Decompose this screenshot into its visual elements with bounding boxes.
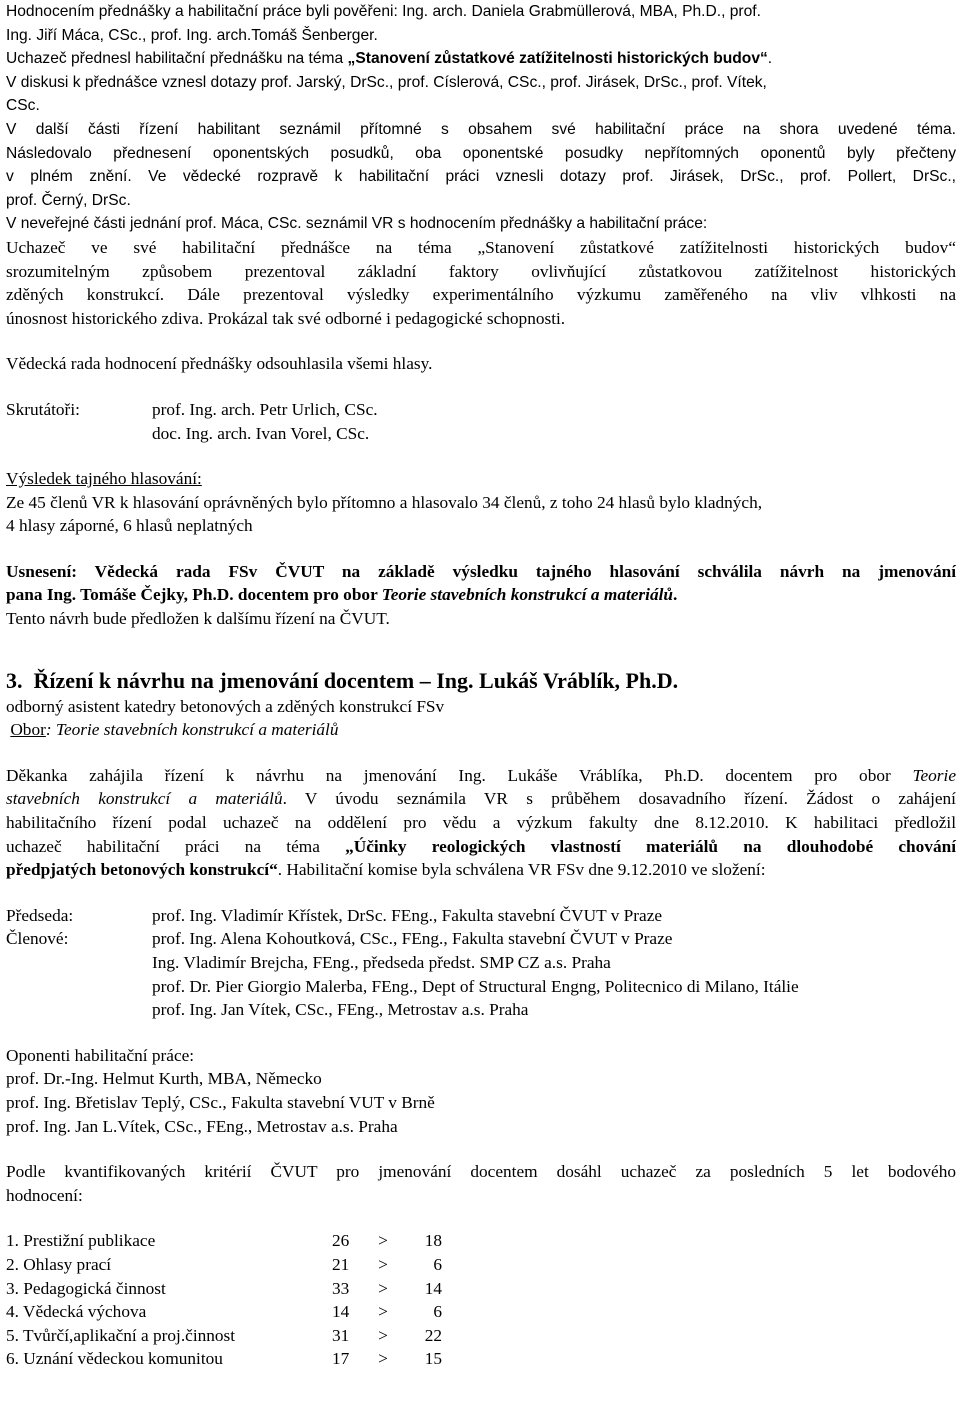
intro-line: V diskusi k přednášce vznesl dotazy prof. Jarský, DrSc., prof. Císlerová, CSc., prof. Jirásek, DrSc., prof. Vítek, <box>6 73 767 91</box>
thesis-title: „Účinky reologických vlastností materiálů na dlouhodobé chování <box>345 836 957 856</box>
intro-line: Hodnocením přednášky a habilitační práce byli pověřeni: Ing. arch. Daniela Grabmüllerová, MBA, Ph.D., prof. <box>6 3 761 20</box>
intro-text: Uchazeč přednesl habilitační přednášku na téma <box>6 50 348 68</box>
members-label: Členové: <box>6 929 69 949</box>
intro-block <box>6 0 956 236</box>
vote-block <box>6 467 956 538</box>
field-value: : Teorie stavebních konstrukcí a materiálů <box>45 720 339 740</box>
candidate-position: odborný asistent katedry betonových a zděných konstrukcí FSv <box>6 696 445 716</box>
vote-line: 4 hlasy záporné, 6 hlasů neplatných <box>6 516 253 536</box>
criterion-sign: > <box>378 1278 388 1298</box>
intro-line: CSc. <box>6 97 40 115</box>
tellers-block <box>6 398 956 445</box>
committee-member: prof. Dr. Pier Giorgio Malerba, FEng., Dept of Structural Engng, Politecnico di Milano, Itálie <box>152 976 799 996</box>
committee-member: Ing. Vladimír Brejcha, FEng., předseda předst. SMP CZ a.s. Praha <box>152 953 611 972</box>
procedure-line <box>6 787 956 811</box>
criteria-row <box>6 1324 956 1348</box>
section-title: Řízení k návrhu na jmenování docentem – Ing. Lukáš Vráblík, Ph.D. <box>33 667 679 693</box>
evaluation-line: srozumitelným způsobem prezentoval základní faktory ovlivňující zůstatkovou zatížitelnost historických <box>6 261 956 281</box>
criterion-sign: > <box>378 1349 388 1369</box>
procedure-line <box>6 764 956 788</box>
opponents-label: Oponenti habilitační práce: <box>6 1045 195 1065</box>
committee-block <box>6 904 956 1022</box>
candidate-field <box>6 718 956 742</box>
evaluation-line: Uchazeč ve své habilitační přednášce na téma „Stanovení zůstatkové zatížitelnosti historických budov“ <box>6 237 956 257</box>
criterion-name: 1. Prestižní publikace <box>6 1231 156 1251</box>
resolution-text: . <box>673 585 678 605</box>
criteria-row <box>6 1253 956 1277</box>
criterion-threshold: 15 <box>424 1349 442 1369</box>
criterion-name: 4. Vědecká výchova <box>6 1302 147 1322</box>
committee-member: prof. Ing. Vladimír Křístek, DrSc. FEng., Fakulta stavební ČVUT v Praze <box>152 905 663 925</box>
criterion-name: 6. Uznání vědeckou komunitou <box>6 1349 223 1369</box>
intro-text: . <box>767 50 773 68</box>
evaluation-line: zděných konstrukcí. Dále prezentoval výsledky experimentálního výzkumu zaměřeného na vliv vlhkosti na <box>6 285 956 305</box>
committee-member: prof. Ing. Alena Kohoutková, CSc., FEng., Fakulta stavební ČVUT v Praze <box>152 929 673 949</box>
criterion-score: 31 <box>332 1325 350 1345</box>
opponent: prof. Dr.-Ing. Helmut Kurth, MBA, Německo <box>6 1069 322 1089</box>
evaluation-line: únosnost historického zdiva. Prokázal tak své odborné i pedagogické schopnosti. <box>6 308 566 328</box>
field-label: Obor <box>10 720 46 740</box>
criterion-threshold: 14 <box>424 1278 442 1298</box>
criteria-intro-line: Podle kvantifikovaných kritérií ČVUT pro jmenování docentem dosáhl uchazeč za posledních 5 let bodového <box>6 1162 956 1182</box>
criterion-name: 5. Tvůrčí,aplikační a proj.činnost <box>6 1325 236 1345</box>
criterion-threshold: 6 <box>433 1254 442 1274</box>
criterion-sign: > <box>378 1254 388 1274</box>
intro-line: Ing. Jiří Máca, CSc., prof. Ing. arch.Tomáš Šenberger. <box>6 26 378 44</box>
intro-line <box>6 47 956 71</box>
criterion-threshold: 6 <box>433 1302 442 1322</box>
criteria-intro <box>6 1160 956 1207</box>
evaluation-paragraph <box>6 236 956 330</box>
criteria-row <box>6 1277 956 1301</box>
criteria-row <box>6 1347 956 1371</box>
document-page <box>6 0 956 1371</box>
procedure-line: habilitačního řízení podal uchazeč na oddělení pro vědu a výzkum fakulty dne 8.12.2010. K habilitaci předložil <box>6 813 956 833</box>
opponent: prof. Ing. Jan L.Vítek, CSc., FEng., Metrostav a.s. Praha <box>6 1116 398 1136</box>
resolution-line: Usnesení: Vědecká rada FSv ČVUT na základě výsledku tajného hlasování schválila návrh na jmenování <box>6 561 956 581</box>
criterion-threshold: 18 <box>424 1231 442 1251</box>
procedure-text: uchazeč habilitační práci na téma <box>6 836 346 856</box>
criterion-threshold: 22 <box>424 1325 442 1345</box>
intro-line: Následovalo přednesení oponentských posudků, oba oponentské posudky nepřítomných oponentů byly přečteny <box>6 144 956 162</box>
criterion-score: 33 <box>332 1278 350 1298</box>
intro-line: prof. Černý, DrSc. <box>6 191 131 209</box>
intro-line: v plném znění. Ve vědecké rozpravě k habilitační práci vznesli dotazy prof. Jirásek, DrSc., prof. Pollert, DrSc., <box>6 168 956 186</box>
opponents-block <box>6 1044 956 1138</box>
opponent: prof. Ing. Břetislav Teplý, CSc., Fakulta stavební VUT v Brně <box>6 1092 435 1112</box>
criteria-intro-line: hodnocení: <box>6 1185 83 1205</box>
section-number: 3. <box>6 667 23 693</box>
resolution-block <box>6 560 956 631</box>
criterion-score: 26 <box>332 1231 350 1251</box>
intro-line: V neveřejné části jednání prof. Máca, CSc. seznámil VR s hodnocením přednášky a habilitační práce: <box>6 215 708 233</box>
procedure-line <box>6 835 956 859</box>
procedure-text: . V úvodu seznámila VR s průběhem dosavadního řízení. Žádost o zahájení <box>282 789 956 809</box>
committee-member: prof. Ing. Jan Vítek, CSc., FEng., Metrostav a.s. Praha <box>152 1000 529 1020</box>
criterion-name: 2. Ohlasy prací <box>6 1254 112 1274</box>
intro-line: V další části řízení habilitant seznámil přítomné s obsahem své habilitační práce na shora uvedené téma. <box>6 120 956 138</box>
council-approval: Vědecká rada hodnocení přednášky odsouhlasila všemi hlasy. <box>6 354 433 374</box>
criteria-row <box>6 1300 956 1324</box>
criteria-list <box>6 1229 956 1371</box>
vote-line: Ze 45 členů VR k hlasování oprávněných bylo přítomno a hlasovalo 34 členů, z toho 24 hlasů bylo kladných, <box>6 492 763 512</box>
criterion-sign: > <box>378 1325 388 1345</box>
criterion-sign: > <box>378 1302 388 1322</box>
section-heading <box>6 667 956 695</box>
resolution-line: Tento návrh bude předložen k dalšímu řízení na ČVUT. <box>6 609 390 629</box>
procedure-text: . Habilitační komise byla schválena VR FSv dne 9.12.2010 ve složení: <box>277 860 766 880</box>
resolution-line <box>6 583 956 607</box>
resolution-text: pana Ing. Tomáše Čejky, Ph.D. docentem pro obor <box>6 585 382 605</box>
procedure-field: Teorie <box>912 765 956 785</box>
criterion-score: 14 <box>332 1302 350 1322</box>
criteria-row <box>6 1229 956 1253</box>
lecture-title: „Stanovení zůstatkové zatížitelnosti historických budov“ <box>347 50 768 68</box>
chair-label: Předseda: <box>6 905 74 925</box>
criterion-sign: > <box>378 1231 388 1251</box>
resolution-field: Teorie stavebních konstrukcí a materiálů <box>381 585 674 605</box>
procedure-paragraph <box>6 764 956 882</box>
procedure-text: Děkanka zahájila řízení k návrhu na jmenování Ing. Lukáše Vráblíka, Ph.D. docentem pro obor <box>6 765 913 785</box>
criterion-score: 17 <box>332 1349 350 1369</box>
teller-name: doc. Ing. arch. Ivan Vorel, CSc. <box>152 423 370 443</box>
criterion-name: 3. Pedagogická činnost <box>6 1278 166 1298</box>
tellers-label: Skrutátoři: <box>6 399 80 419</box>
vote-heading: Výsledek tajného hlasování: <box>6 469 202 489</box>
teller-name: prof. Ing. arch. Petr Urlich, CSc. <box>152 399 378 419</box>
thesis-title: předpjatých betonových konstrukcí“ <box>6 860 278 880</box>
procedure-line <box>6 858 956 882</box>
criterion-score: 21 <box>332 1254 350 1274</box>
procedure-field: stavebních konstrukcí a materiálů <box>6 789 283 809</box>
